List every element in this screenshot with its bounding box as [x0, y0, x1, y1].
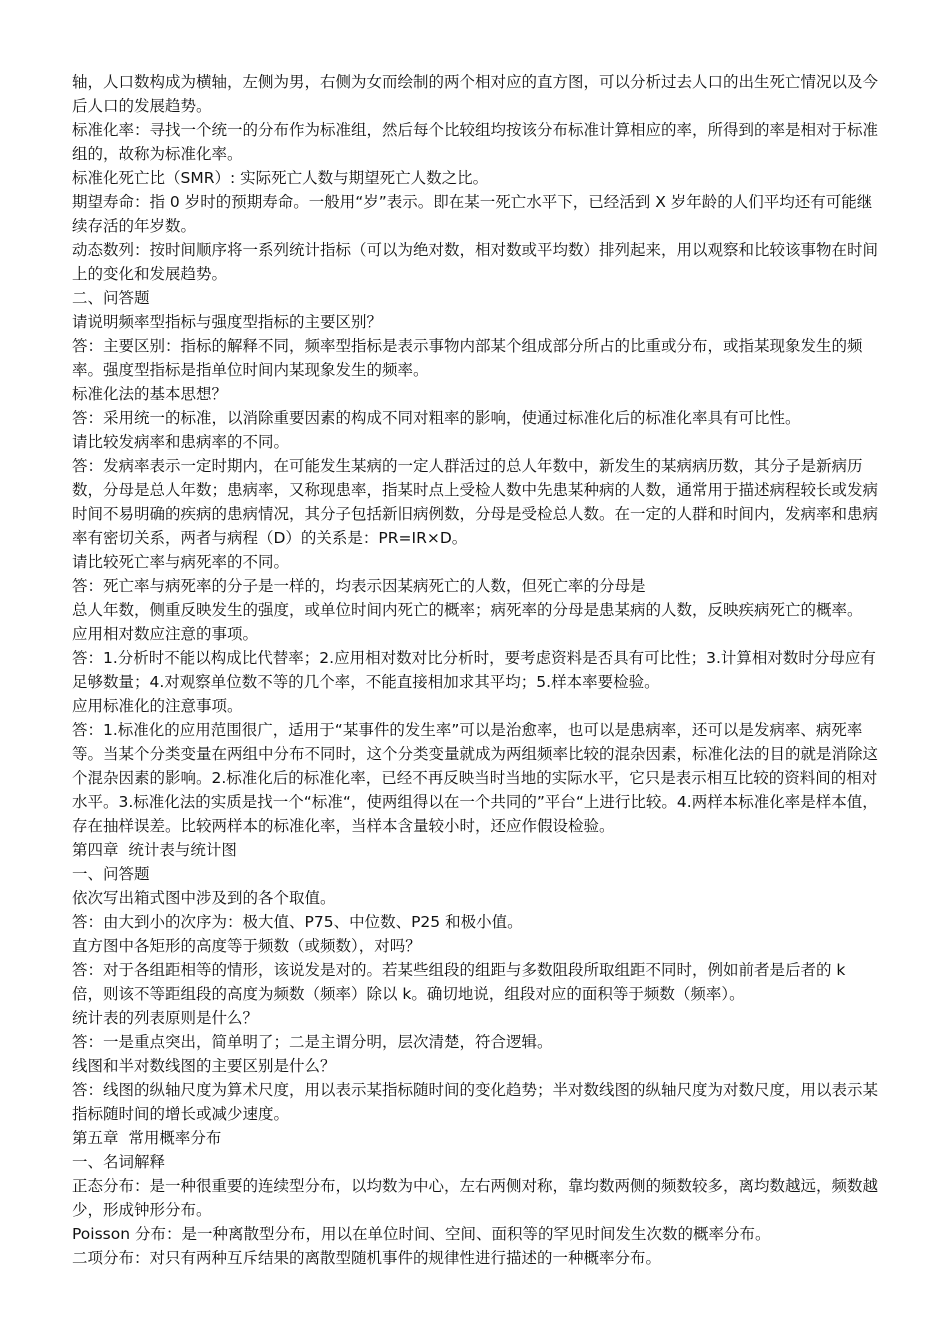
section-heading-terms: 一、名词解释	[72, 1153, 166, 1171]
chapter-heading-4: 第四章 统计表与统计图	[72, 841, 237, 859]
answer-line-chart: 答：线图的纵轴尺度为算术尺度，用以表示某指标随时间的变化趋势；半对数线图的纵轴尺度为对数尺度，用以表示某指标随时间的增长或减少速度。	[72, 1081, 879, 1123]
question-relative-numbers: 应用相对数应注意的事项。	[72, 625, 259, 643]
answer-boxplot: 答：由大到小的次序为：极大值、P75、中位数、P25 和极小值。	[72, 913, 523, 931]
question-frequency-vs-intensity: 请说明频率型指标与强度型指标的主要区别？	[72, 313, 383, 331]
paragraph-smr: 标准化死亡比（SMR）: 实际死亡人数与期望死亡人数之比。	[72, 169, 489, 187]
answer-table-principle: 答：一是重点突出，简单明了；二是主谓分明，层次清楚，符合逻辑。	[72, 1033, 553, 1051]
question-standardization-notes: 应用标准化的注意事项。	[72, 697, 243, 715]
answer-frequency-vs-intensity: 答：主要区别：指标的解释不同，频率型指标是表示事物内部某个组成部分所占的比重或分布，或指某现象发生的频率。强度型指标是指单位时间内某现象发生的频率。	[72, 337, 863, 379]
question-incidence-vs-prevalence: 请比较发病率和患病率的不同。	[72, 433, 290, 451]
question-line-chart: 线图和半对数线图的主要区别是什么？	[72, 1057, 336, 1075]
section-heading-qa-2: 一、问答题	[72, 865, 150, 883]
chapter-heading-5: 第五章 常用概率分布	[72, 1129, 222, 1147]
question-table-principle: 统计表的列表原则是什么？	[72, 1009, 259, 1027]
answer-histogram: 答：对于各组距相等的情形，该说发是对的。若某些组段的组距与多数阻段所取组距不同时，例如前者是后者的 k 倍，则该不等距组段的高度为频数（频率）除以 k。确切地说，组段对应的面积等于频数（频率）。	[72, 961, 851, 1003]
answer-mortality-vs-fatality-part1: 答：死亡率与病死率的分子是一样的，均表示因某病死亡的人数，但死亡率的分母是	[72, 577, 646, 595]
answer-standardization-notes: 答：1.标准化的应用范围很广，适用于“某事件的发生率”可以是治愈率，也可以是患病率，还可以是发病率、病死率等。当某个分类变量在两组中分布不同时，这个分类变量就成为两组频率比较的混杂因素，标准化法的目的就是消除这个混杂因素的影响。2.标准化后的标准化率，已经不再反映当时当地的实际水平，它只是表示相互比较的资料间的相对水平。3.标准化法的实质是找一个“标准“，使两组得以在一个共同的”平台“上进行比较。4.两样本标准化率是样本值，存在抽样误差。比较两样本的标准化率，当样本含量较小时，还应作假设检验。	[72, 721, 879, 835]
question-boxplot: 依次写出箱式图中涉及到的各个取值。	[72, 889, 336, 907]
paragraph-standardized-rate: 标准化率：寻找一个统一的分布作为标准组，然后每个比较组均按该分布标准计算相应的率，所得到的率是相对于标准组的，故称为标准化率。	[72, 121, 879, 163]
term-binomial-distribution: 二项分布：对只有两种互斥结果的离散型随机事件的规律性进行描述的一种概率分布。	[72, 1249, 662, 1267]
question-mortality-vs-fatality: 请比较死亡率与病死率的不同。	[72, 553, 290, 571]
section-heading-qa: 二、问答题	[72, 289, 150, 307]
term-normal-distribution: 正态分布：是一种很重要的连续型分布，以均数为中心，左右两侧对称，靠均数两侧的频数较多，离均数越远，频数越少，形成钟形分布。	[72, 1177, 879, 1219]
paragraph-population-pyramid: 轴，人口数构成为横轴，左侧为男，右侧为女而绘制的两个相对应的直方图，可以分析过去人口的出生死亡情况以及今后人口的发展趋势。	[72, 73, 879, 115]
term-poisson-distribution: Poisson 分布：是一种离散型分布，用以在单位时间、空间、面积等的罕见时间发生次数的概率分布。	[72, 1225, 771, 1243]
paragraph-life-expectancy: 期望寿命：指 0 岁时的预期寿命。一般用“岁”表示。即在某一死亡水平下，已经活到 X 岁年龄的人们平均还有可能继续存活的年岁数。	[72, 193, 873, 235]
answer-mortality-vs-fatality-part2: 总人年数，侧重反映发生的强度，或单位时间内死亡的概率；病死率的分母是患某病的人数，反映疾病死亡的概率。	[72, 601, 863, 619]
question-histogram: 直方图中各矩形的高度等于频数（或频数），对吗？	[72, 937, 421, 955]
answer-incidence-vs-prevalence: 答：发病率表示一定时期内，在可能发生某病的一定人群活过的总人年数中，新发生的某病病历数，其分子是新病历数，分母是总人年数；患病率，又称现患率，指某时点上受检人数中先患某种病的人数，通常用于描述病程较长或发病时间不易明确的疾病的患病情况，其分子包括新旧病例数，分母是受检总人数。在一定的人群和时间内，发病率和患病率有密切关系，两者与病程（D）的关系是：PR=IR×D。	[72, 457, 879, 547]
answer-relative-numbers: 答：1.分析时不能以构成比代替率；2.应用相对数对比分析时，要考虑资料是否具有可比性；3.计算相对数时分母应有足够数量；4.对观察单位数不等的几个率，不能直接相加求其平均；5.样本率要检验。	[72, 649, 876, 691]
paragraph-time-series: 动态数列：按时间顺序将一系列统计指标（可以为绝对数，相对数或平均数）排列起来，用以观察和比较该事物在时间上的变化和发展趋势。	[72, 241, 879, 283]
answer-standardization-idea: 答：采用统一的标准，以消除重要因素的构成不同对粗率的影响，使通过标准化后的标准化率具有可比性。	[72, 409, 801, 427]
question-standardization-idea: 标准化法的基本思想？	[72, 385, 228, 403]
